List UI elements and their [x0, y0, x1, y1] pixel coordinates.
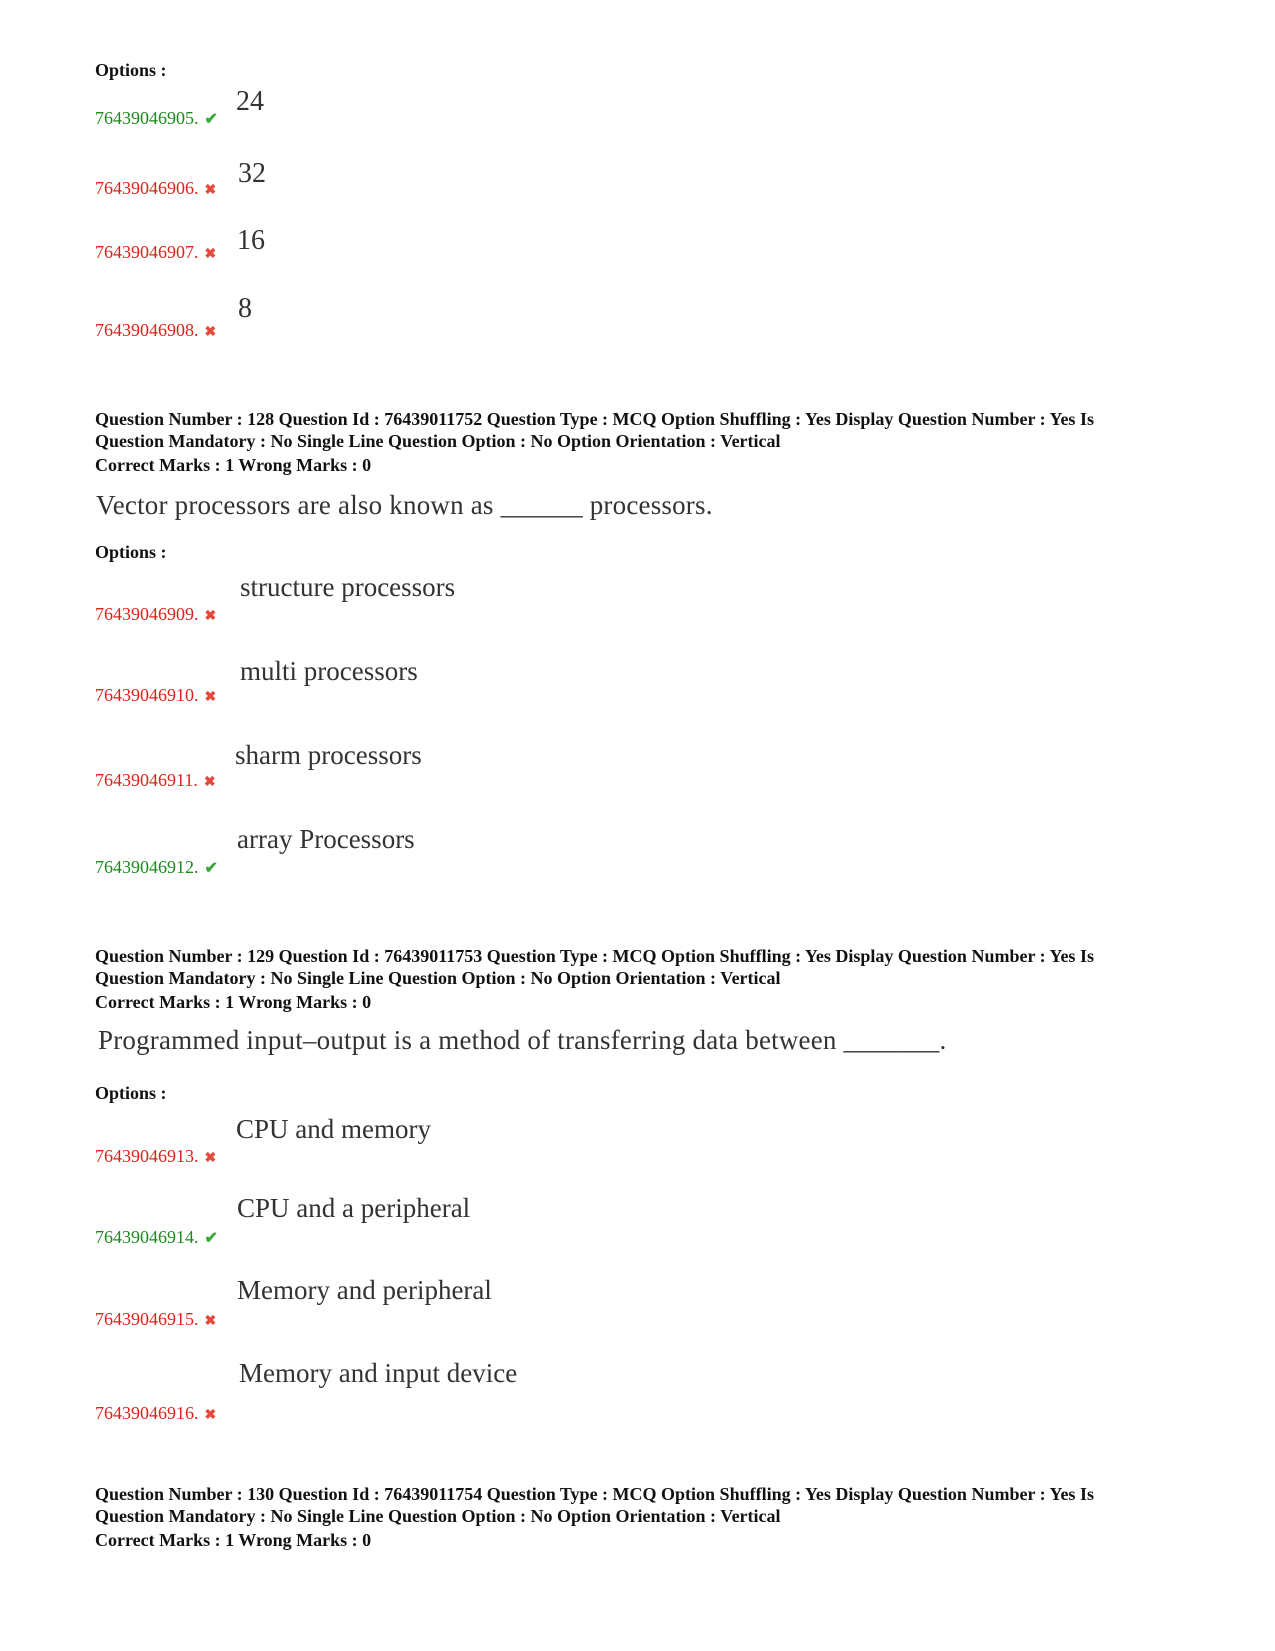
cross-icon: ✖ — [204, 325, 217, 340]
cross-icon: ✖ — [204, 247, 217, 262]
option-id: 76439046913. — [95, 1146, 199, 1166]
options-label: Options : — [95, 1083, 167, 1103]
question-text: Vector processors are also known as ______ processors. — [96, 490, 713, 520]
option-row — [95, 1146, 216, 1167]
cross-icon: ✖ — [204, 1314, 217, 1329]
option-id: 76439046909. — [95, 604, 199, 624]
option-id: 76439046908. — [95, 320, 199, 340]
meta-line: Question Number : 128 Question Id : 76439011752 Question Type : MCQ Option Shuffling : Yes Display Question Number : Yes Is — [95, 409, 1094, 429]
question-meta — [95, 408, 1205, 452]
marks-line: Correct Marks : 1 Wrong Marks : 0 — [95, 1530, 372, 1550]
cross-icon: ✖ — [204, 1408, 217, 1423]
question-meta — [95, 1483, 1205, 1527]
option-text: structure processors — [240, 572, 456, 602]
marks-line: Correct Marks : 1 Wrong Marks : 0 — [95, 992, 372, 1012]
question-meta — [95, 945, 1205, 989]
meta-line: Question Number : 130 Question Id : 76439011754 Question Type : MCQ Option Shuffling : Yes Display Question Number : Yes Is — [95, 1484, 1094, 1504]
option-text: 32 — [238, 158, 266, 189]
options-label: Options : — [95, 60, 167, 80]
option-row — [95, 108, 218, 129]
option-text: 24 — [236, 86, 264, 117]
marks-line: Correct Marks : 1 Wrong Marks : 0 — [95, 455, 372, 475]
option-row — [95, 320, 216, 341]
option-id: 76439046915. — [95, 1309, 199, 1329]
check-icon: ✔ — [204, 860, 218, 877]
option-text: Memory and input device — [239, 1358, 518, 1388]
meta-line: Question Mandatory : No Single Line Question Option : No Option Orientation : Vertical — [95, 431, 781, 451]
option-row — [95, 1227, 218, 1248]
check-icon: ✔ — [204, 1230, 218, 1247]
option-row — [95, 770, 216, 791]
cross-icon: ✖ — [204, 609, 217, 624]
option-text: CPU and memory — [236, 1114, 431, 1144]
option-row — [95, 1403, 216, 1424]
option-text: sharm processors — [235, 740, 422, 770]
option-id: 76439046910. — [95, 685, 199, 705]
option-id: 76439046916. — [95, 1403, 199, 1423]
meta-line: Question Number : 129 Question Id : 76439011753 Question Type : MCQ Option Shuffling : Yes Display Question Number : Yes Is — [95, 946, 1094, 966]
option-row — [95, 604, 216, 625]
option-id: 76439046911. — [95, 770, 198, 790]
option-text: Memory and peripheral — [237, 1275, 492, 1305]
meta-line: Question Mandatory : No Single Line Question Option : No Option Orientation : Vertical — [95, 1506, 781, 1526]
option-row — [95, 1309, 216, 1330]
option-row — [95, 242, 216, 263]
option-id: 76439046914. — [95, 1227, 199, 1247]
option-row — [95, 685, 216, 706]
option-id: 76439046905. — [95, 108, 199, 128]
option-text: 8 — [238, 293, 252, 324]
option-text: multi processors — [240, 656, 418, 686]
option-text: 16 — [237, 225, 265, 256]
cross-icon: ✖ — [203, 775, 216, 790]
cross-icon: ✖ — [204, 690, 217, 705]
option-text: CPU and a peripheral — [237, 1193, 471, 1223]
option-id: 76439046912. — [95, 857, 199, 877]
check-icon: ✔ — [204, 111, 218, 128]
option-id: 76439046906. — [95, 178, 199, 198]
options-label: Options : — [95, 542, 167, 562]
option-row — [95, 178, 216, 199]
meta-line: Question Mandatory : No Single Line Question Option : No Option Orientation : Vertical — [95, 968, 781, 988]
option-id: 76439046907. — [95, 242, 199, 262]
cross-icon: ✖ — [204, 1151, 217, 1166]
option-row — [95, 857, 218, 878]
question-text: Programmed input–output is a method of transferring data between _______. — [98, 1025, 947, 1055]
option-text: array Processors — [237, 824, 415, 854]
cross-icon: ✖ — [204, 183, 217, 198]
